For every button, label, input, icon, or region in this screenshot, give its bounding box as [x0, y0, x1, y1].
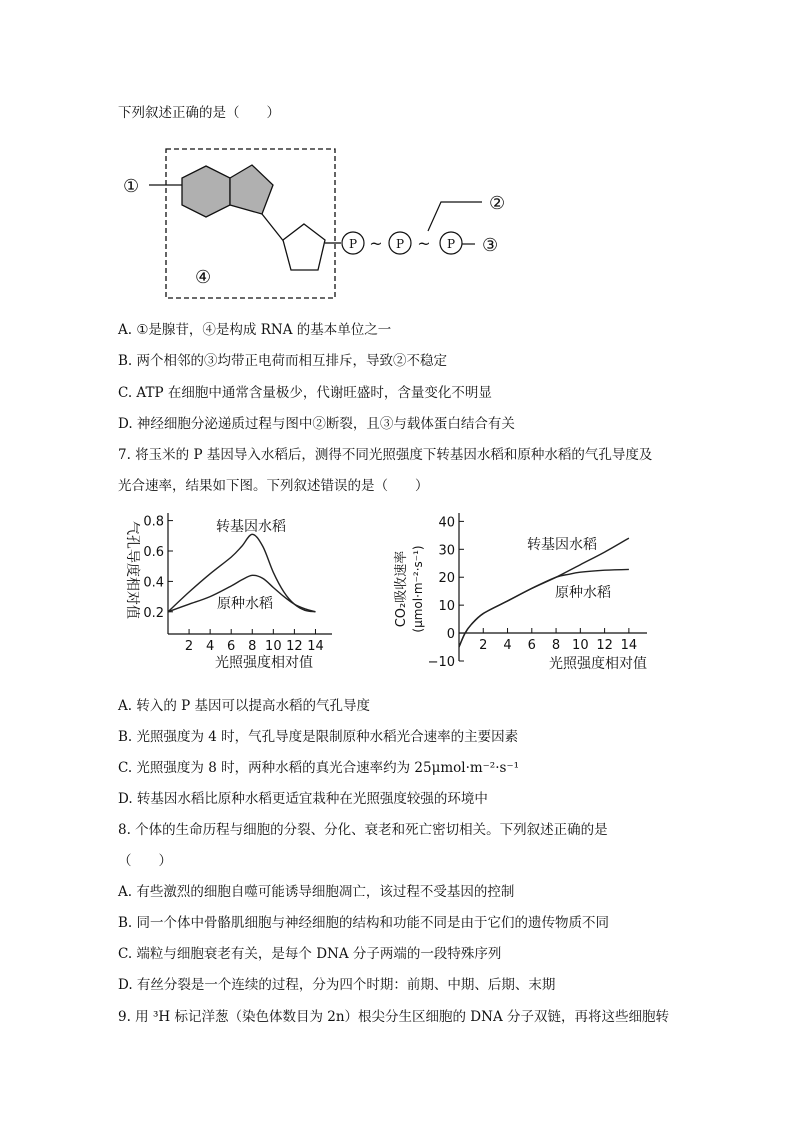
q6-option-c: C. ATP 在细胞中通常含量极少，代谢旺盛时，含量变化不明显: [118, 385, 492, 401]
q6-stem: 下列叙述正确的是（ ）: [118, 105, 280, 121]
figure-label-4: ④: [195, 267, 212, 288]
chart1-legend-transgenic: 转基因水稻: [216, 519, 286, 535]
x-tick-label: 2: [184, 639, 194, 654]
chart2-legend-transgenic: 转基因水稻: [527, 537, 597, 553]
svg-text:~: ~: [417, 234, 431, 253]
x-tick-label: 4: [205, 639, 215, 654]
q7-option-d: D. 转基因水稻比原种水稻更适宜栽种在光照强度较强的环境中: [118, 791, 488, 807]
chart2-yunit: (μmol·m⁻²·s⁻¹): [411, 545, 425, 633]
y-tick-label: 20: [438, 571, 455, 587]
y-tick-label: 40: [438, 515, 455, 531]
y-tick-label: −10: [427, 655, 455, 670]
x-tick-label: 6: [527, 638, 536, 653]
x-tick-label: 2: [479, 638, 488, 653]
q7-option-c: C. 光照强度为 8 时，两种水稻的真光合速率约为 25μmol·m⁻²·s⁻¹: [118, 760, 519, 776]
q7-stem-line1: 7. 将玉米的 P 基因导入水稻后，测得不同光照强度下转基因水稻和原种水稻的气孔导度及: [118, 447, 653, 463]
q7-stem-line2: 光合速率，结果如下图。下列叙述错误的是（ ）: [118, 478, 429, 494]
q7-option-a: A. 转入的 P 基因可以提高水稻的气孔导度: [118, 698, 370, 714]
series-line-original: [459, 569, 629, 647]
figure-label-1: ①: [123, 176, 140, 197]
y-tick-label: 0.8: [143, 514, 164, 530]
q6-option-d: D. 神经细胞分泌递质过程与图中②断裂，且③与载体蛋白结合有关: [118, 416, 515, 432]
x-tick-label: 10: [572, 638, 589, 653]
chart2-xlabel: 光照强度相对值: [549, 656, 647, 672]
q8-option-c: C. 端粒与细胞衰老有关，是每个 DNA 分子两端的一段特殊序列: [118, 946, 502, 962]
svg-text:P: P: [395, 237, 405, 251]
y-tick-label: 0: [446, 627, 455, 643]
x-tick-label: 14: [620, 638, 638, 653]
q8-option-d: D. 有丝分裂是一个连续的过程，分为四个时期：前期、中期、后期、末期: [118, 977, 556, 993]
chart1-legend-original: 原种水稻: [217, 596, 273, 612]
svg-text:P: P: [446, 237, 456, 251]
y-tick-label: 0.6: [143, 545, 164, 560]
q6-option-b: B. 两个相邻的③均带正电荷而相互排斥，导致②不稳定: [118, 353, 448, 369]
figure-label-2: ②: [489, 193, 506, 214]
y-tick-label: 10: [438, 599, 455, 615]
x-tick-label: 14: [307, 639, 324, 654]
x-tick-label: 8: [551, 638, 561, 653]
q8-option-a: A. 有些激烈的细胞自噬可能诱导细胞凋亡，该过程不受基因的控制: [118, 884, 515, 900]
chart2-ylabel: CO₂吸收速率: [394, 550, 409, 628]
x-tick-label: 12: [286, 639, 303, 654]
q8-option-b: B. 同一个体中骨骼肌细胞与神经细胞的结构和功能不同是由于它们的遗传物质不同: [118, 915, 610, 931]
svg-text:P: P: [348, 237, 358, 251]
q7-option-b: B. 光照强度为 4 时，气孔导度是限制原种水稻光合速率的主要因素: [118, 729, 519, 745]
q9-stem-line1: 9. 用 ³H 标记洋葱（染色体数目为 2n）根尖分生区细胞的 DNA 分子双链，再将这些细胞转: [118, 1009, 669, 1025]
y-tick-label: 30: [438, 543, 455, 559]
figure-label-3: ③: [482, 235, 499, 256]
x-tick-label: 10: [265, 639, 282, 654]
chart1-xlabel: 光照强度相对值: [215, 655, 313, 671]
x-tick-label: 4: [503, 638, 512, 653]
y-tick-label: 0.2: [143, 605, 164, 621]
svg-text:~: ~: [369, 234, 383, 253]
x-tick-label: 12: [596, 638, 613, 653]
chart2-legend-original: 原种水稻: [555, 585, 611, 601]
x-tick-label: 8: [248, 639, 257, 654]
chart1-ylabel: 气孔导度相对值: [124, 521, 140, 619]
y-tick-label: 0.4: [143, 575, 164, 591]
q8-stem-line2: （ ）: [118, 853, 172, 869]
x-tick-label: 6: [227, 639, 236, 654]
q8-stem-line1: 8. 个体的生命历程与细胞的分裂、分化、衰老和死亡密切相关。下列叙述正确的是: [118, 822, 608, 838]
q6-option-a: A. ①是腺苷，④是构成 RNA 的基本单位之一: [118, 322, 392, 338]
